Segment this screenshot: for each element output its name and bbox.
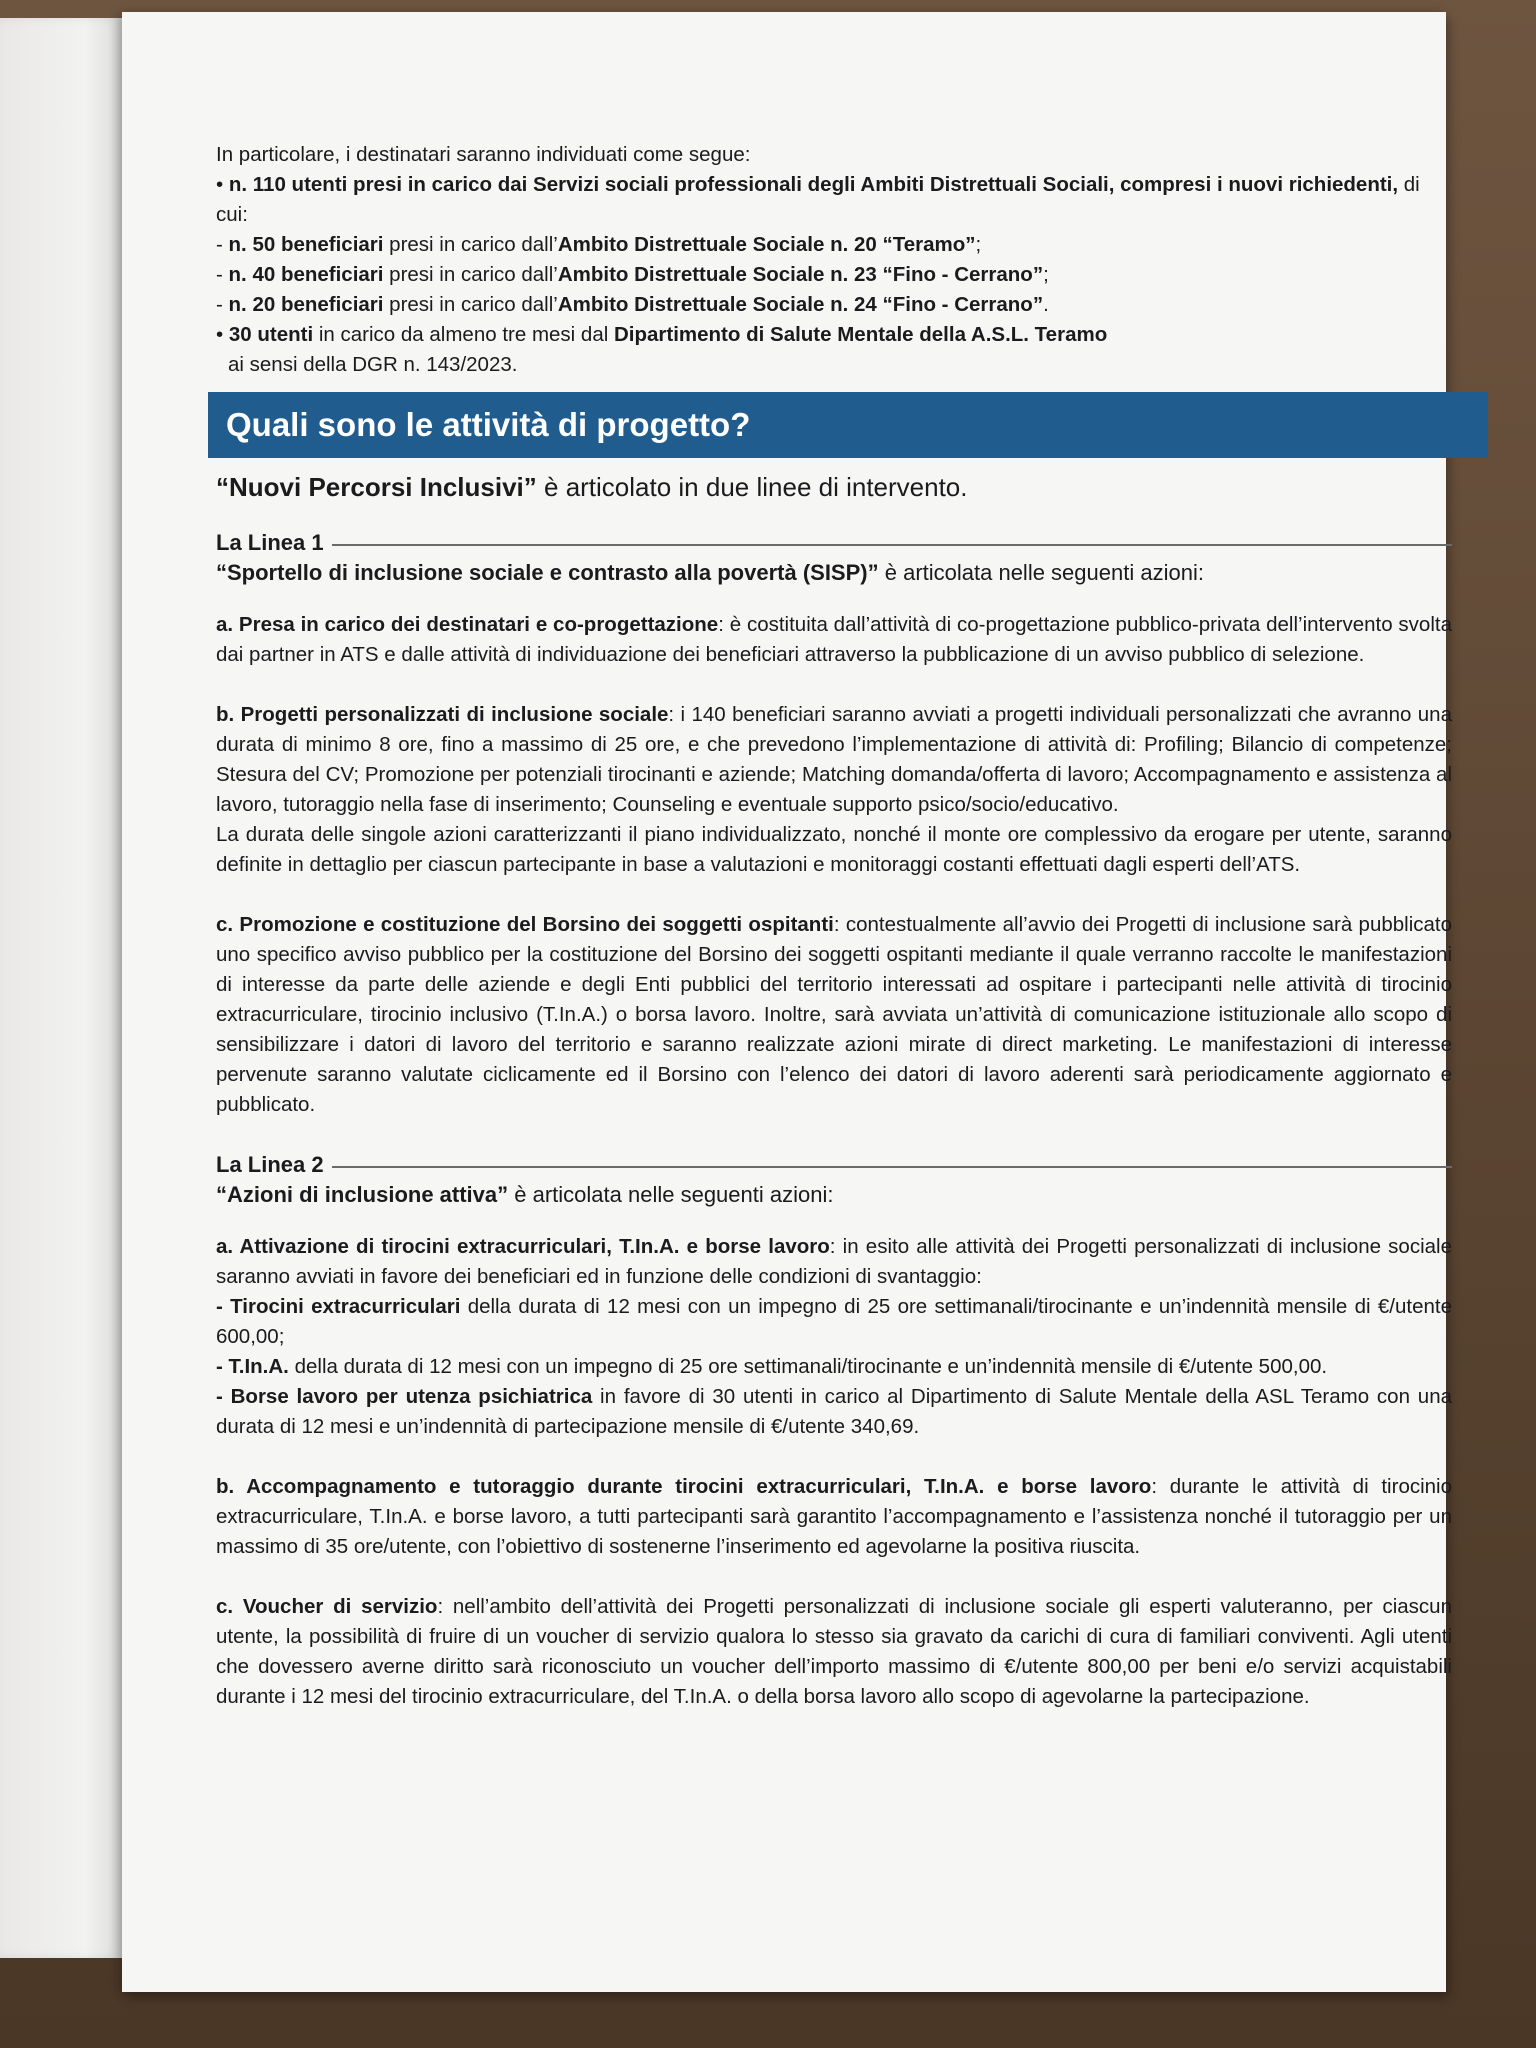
section-title: Quali sono le attività di progetto?: [226, 406, 751, 443]
line1-action-c: c. Promozione e costituzione del Borsino dei soggetti ospitanti: contestualmente all’avvio dei Progetti di inclusione sarà pubblicato uno specifico avviso pubblico per la costituzione del Borsino dei soggetti ospitanti mediante il quale verranno raccolte le manifestazioni di interesse da parte delle aziende e degli Enti pubblici del territorio interessati ad ospitare i partecipanti nelle attività di tirocinio extracurriculare, tirocinio inclusivo (T.In.A.) o borsa lavoro. Inoltre, sarà avviata un’attività di comunicazione istituzionale allo scopo di sensibilizzare i datori di lavoro del territorio e saranno realizzate azioni mirate di direct marketing. Le manifestazioni di interesse pervenute saranno valutate ciclicamente ed il Borsino con l’elenco dei datori di lavoro aderenti sarà periodicamente aggiornato e pubblicato.: [216, 913, 1453, 1116]
list-item: - n. 40 beneficiari presi in carico dall’Ambito Distrettuale Sociale n. 23 “Fino - Cerrano”;: [216, 263, 1049, 286]
section-banner: [208, 392, 1488, 458]
document-page: [122, 12, 1453, 1992]
list-item-continuation: ai sensi della DGR n. 143/2023.: [228, 353, 518, 376]
left-page: [0, 18, 122, 1958]
heading-rule: [332, 544, 1452, 546]
heading-rule: [332, 1166, 1452, 1168]
page-content: [216, 140, 1452, 1742]
intro-opening: In particolare, i destinatari saranno individuati come segue:: [216, 143, 751, 166]
line2-action-b: b. Accompagnamento e tutoraggio durante tirocini extracurriculari, T.In.A. e borse lavoro: durante le attività di tirocinio extracurriculare, T.In.A. e borse lavoro, a tutti partecipanti sarà garantito l’accompagnamento e l’assistenza nonché il tutoraggio per un massimo di 35 ore/utente, con l’obiettivo di sostenerne l’inserimento ed agevolarne la positiva riuscita.: [216, 1475, 1453, 1558]
line2-action-a: a. Attivazione di tirocini extracurriculari, T.In.A. e borse lavoro: in esito alle attività dei Progetti personalizzati di inclusione sociale saranno avviati in favore dei beneficiari ed in funzione delle condizioni di svantaggio: - Tirocini extracurriculari della durata di 12 mesi con un impegno di 25 ore settimanali/tirocinante e un’indennità mensile di €/utente 600,00; - T.In.A. della durata di 12 mesi con un impegno di 25 ore settimanali/tirocinante e un’indennità mensile di €/utente 500,00. - Borse lavoro per utenza psichiatrica in favore di 30 utenti in carico al Dipartimento di Salute Mentale della ASL Teramo con una durata di 12 mesi e un’indennità di partecipazione mensile di €/utente 340,69.: [216, 1235, 1452, 1438]
list-item: - n. 20 beneficiari presi in carico dall’Ambito Distrettuale Sociale n. 24 “Fino - Cerrano”.: [216, 293, 1049, 316]
line1-heading: La Linea 1: [216, 528, 1452, 558]
line2-heading: La Linea 2: [216, 1150, 1452, 1180]
list-item: • n. 110 utenti presi in carico dai Servizi sociali professionali degli Ambiti Distrettuali Sociali, compresi i nuovi richiedenti, di cui:: [216, 173, 1420, 226]
line2-subtitle: “Azioni di inclusione attiva” è articolata nelle seguenti azioni:: [216, 1182, 834, 1207]
recipients-list: [216, 140, 1452, 380]
line1-action-b: b. Progetti personalizzati di inclusione sociale: i 140 beneficiari saranno avviati a progetti individuali personalizzati che avranno una durata di minimo 8 ore, fino a massimo di 25 ore, e che prevedono l’implementazione di attività di: Profiling; Bilancio di competenze; Stesura del CV; Promozione per potenziali tirocinanti e aziende; Matching domanda/offerta di lavoro; Accompagnamento e assistenza al lavoro, tutoraggio nella fase di inserimento; Counseling e eventuale supporto psico/socio/educativo. La durata delle singole azioni caratterizzanti il piano individualizzato, nonché il monte ore complessivo da erogare per utente, saranno definite in dettaglio per ciascun partecipante in base a valutazioni e monitoraggi costanti effettuati dagli esperti dell’ATS.: [216, 703, 1452, 876]
line1-action-a: a. Presa in carico dei destinatari e co-progettazione: è costituita dall’attività di co-progettazione pubblico-privata dell’intervento svolta dai partner in ATS e dalle attività di individuazione dei beneficiari attraverso la pubblicazione di un avviso pubblico di selezione.: [216, 613, 1452, 666]
section-lead: “Nuovi Percorsi Inclusivi” è articolato in due linee di intervento.: [216, 472, 968, 502]
line1-subtitle: “Sportello di inclusione sociale e contrasto alla povertà (SISP)” è articolata nelle seguenti azioni:: [216, 560, 1204, 585]
list-item: - n. 50 beneficiari presi in carico dall’Ambito Distrettuale Sociale n. 20 “Teramo”;: [216, 233, 982, 256]
line2-action-c: c. Voucher di servizio: nell’ambito dell’attività dei Progetti personalizzati di inclusione sociale gli esperti valuteranno, per ciascun utente, la possibilità di fruire di un voucher di servizio qualora lo stesso sia gravato da carichi di cura di familiari conviventi. Agli utenti che dovessero averne diritto sarà riconosciuto un voucher dell’importo massimo di €/utente 800,00 per beni e/o servizi acquistabili durante i 12 mesi del tirocinio extracurriculare, del T.In.A. o della borsa lavoro allo scopo di agevolarne la partecipazione.: [216, 1595, 1452, 1708]
list-item: • 30 utenti in carico da almeno tre mesi dal Dipartimento di Salute Mentale della A.S.L. Teramo: [216, 323, 1108, 346]
